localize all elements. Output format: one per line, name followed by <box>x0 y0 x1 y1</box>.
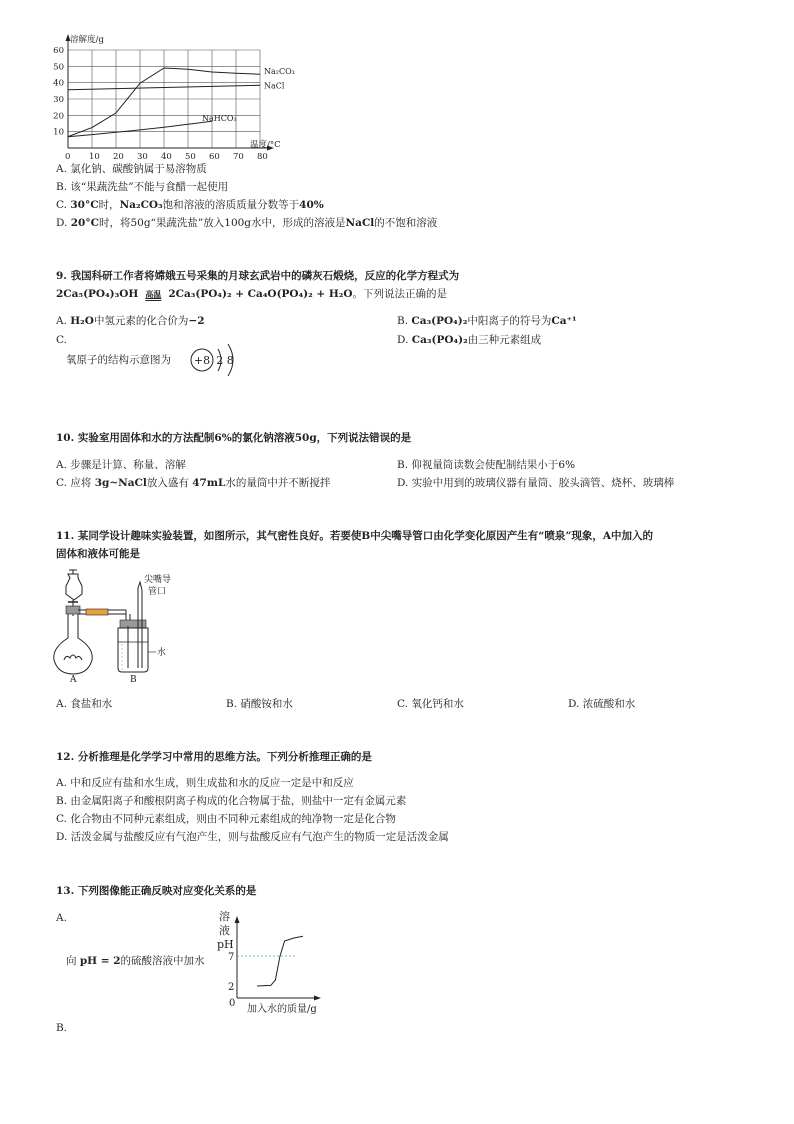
q11-stem-line2: 固体和液体可能是 <box>56 548 140 560</box>
q13-option-a-text: 向 pH = 2的硫酸溶液中加水 <box>66 955 205 967</box>
solubility-chart <box>30 30 300 155</box>
q10-option-c[interactable]: C. 应将 3g~NaCl放入盛有 47mL水的量筒中并不断搅拌 <box>56 477 331 489</box>
q10-stem: 10. 实验室用固体和水的方法配制6%的氯化钠溶液50g，下列说法错误的是 <box>56 432 412 444</box>
label-a: A <box>70 675 77 683</box>
ph-ylabel-line1: 溶 <box>219 910 230 923</box>
x-tick-label: 0 <box>65 152 71 162</box>
q9-option-a[interactable]: A. H₂O中氢元素的化合价为−2 <box>56 315 205 327</box>
q12-option-c[interactable]: C. 化合物由不同种元素组成，则由不同种元素组成的纯净物一定是化合物 <box>56 813 396 825</box>
q8-option-d[interactable]: D. 20°C时，将50g“果蔬洗盐”放入100g水中，形成的溶液是NaCl的不饱和溶液 <box>56 217 438 229</box>
q9-option-b[interactable]: B. Ca₃(PO₄)₂中阳离子的符号为Ca⁺¹ <box>397 315 577 327</box>
legend-label-0: Na₂CO₃ <box>264 67 295 77</box>
q10-option-d[interactable]: D. 实验中用到的玻璃仪器有量筒、胶头滴管、烧杯、玻璃棒 <box>397 477 675 489</box>
nozzle-label-line2: 管口 <box>148 587 167 597</box>
q13-stem: 13. 下列图像能正确反映对应变化关系的是 <box>56 885 257 897</box>
q9-option-c-text: 氧原子的结构示意图为 <box>66 354 171 366</box>
x-tick-label: 20 <box>113 152 124 162</box>
q11-option-d[interactable]: D. 浓硫酸和水 <box>568 698 636 710</box>
ph-ytick-2: 2 <box>228 982 235 993</box>
q11-option-c[interactable]: C. 氧化钙和水 <box>397 698 464 710</box>
atom-shell-electrons: 2 8 <box>216 354 234 367</box>
q11-stem-line1: 11. 某同学设计趣味实验装置，如图所示，其气密性良好。若要使B中尖嘴导管口由化学变化原因产生有“喷泉”现象，A中加入的 <box>56 530 654 542</box>
x-tick-label: 80 <box>257 152 268 162</box>
q12-option-d[interactable]: D. 活泼金属与盐酸反应有气泡产生，则与盐酸反应有气泡产生的物质一定是活泼金属 <box>56 831 449 843</box>
legend-label-1: NaCl <box>264 81 285 91</box>
label-b: B <box>130 675 137 683</box>
ph-series-line <box>257 936 303 986</box>
q13-option-b[interactable]: B. <box>56 1022 68 1034</box>
q12-option-b[interactable]: B. 由金属阳离子和酸根阴离子构成的化合物属于盐，则盐中一定有金属元素 <box>56 795 407 807</box>
x-tick-label: 30 <box>137 152 148 162</box>
reaction-condition: 高温 <box>145 289 162 299</box>
q8-option-c[interactable]: C. 30°C时，Na₂CO₃饱和溶液的溶质质量分数等于40% <box>56 199 324 211</box>
y-axis-label: 溶解度/g <box>70 35 104 45</box>
q8-option-b[interactable]: B. 该“果蔬洗盐”不能与食醋一起使用 <box>56 181 229 193</box>
q12-option-a[interactable]: A. 中和反应有盐和水生成，则生成盐和水的反应一定是中和反应 <box>56 777 354 789</box>
x-axis-label: 温度/°C <box>250 140 281 150</box>
ph-ytick-7: 7 <box>228 952 235 963</box>
q11-option-b[interactable]: B. 硝酸铵和水 <box>226 698 293 710</box>
atom-nucleus-label: +8 <box>193 354 211 367</box>
ph-ylabel-line3: pH <box>217 938 234 951</box>
q9-equation: 2Ca₅(PO₄)₃OH 高温 2Ca₃(PO₄)₂ + Ca₄O(PO₄)₂ + H₂O。下列说法正确的是 <box>56 288 448 300</box>
y-tick-label: 20 <box>53 111 64 122</box>
q10-option-a[interactable]: A. 步骤是计算、称量、溶解 <box>56 459 186 471</box>
y-tick-label: 30 <box>53 95 64 105</box>
y-tick-label: 50 <box>53 62 64 73</box>
y-tick-label: 60 <box>53 46 64 56</box>
legend-label-2: NaHCO₃ <box>202 114 237 124</box>
ph-xlabel: 加入水的质量/g <box>247 1004 317 1015</box>
q9-option-d[interactable]: D. Ca₃(PO₄)₂由三种元素组成 <box>397 334 542 346</box>
q12-stem: 12. 分析推理是化学学习中常用的思维方法。下列分析推理正确的是 <box>56 751 372 763</box>
y-tick-label: 40 <box>53 78 64 89</box>
x-tick-label: 60 <box>209 152 220 162</box>
water-label: 水 <box>157 648 167 658</box>
x-tick-label: 70 <box>233 152 244 162</box>
x-tick-label: 10 <box>89 152 100 162</box>
q9-option-c[interactable]: C. <box>56 334 67 346</box>
oxygen-atom-diagram <box>188 336 248 386</box>
q13-option-a[interactable]: A. <box>56 912 67 924</box>
q8-option-a[interactable]: A. 氯化钠、碳酸钠属于易溶物质 <box>56 163 207 175</box>
x-tick-label: 50 <box>185 152 196 162</box>
y-tick-label: 10 <box>53 127 64 138</box>
q10-option-b[interactable]: B. 仰视量筒读数会使配制结果小于6% <box>397 459 576 471</box>
nozzle-label-line1: 尖嘴导 <box>144 575 172 585</box>
ph-origin: 0 <box>229 998 236 1009</box>
ph-ylabel-line2: 液 <box>219 924 230 937</box>
x-tick-label: 40 <box>161 152 172 162</box>
q11-option-a[interactable]: A. 食盐和水 <box>56 698 113 710</box>
ph-chart <box>215 906 335 1016</box>
fountain-apparatus-diagram <box>46 568 226 683</box>
q9-stem: 9. 我国科研工作者将嫦娥五号采集的月球玄武岩中的磷灰石煅烧，反应的化学方程式为 <box>56 270 460 282</box>
